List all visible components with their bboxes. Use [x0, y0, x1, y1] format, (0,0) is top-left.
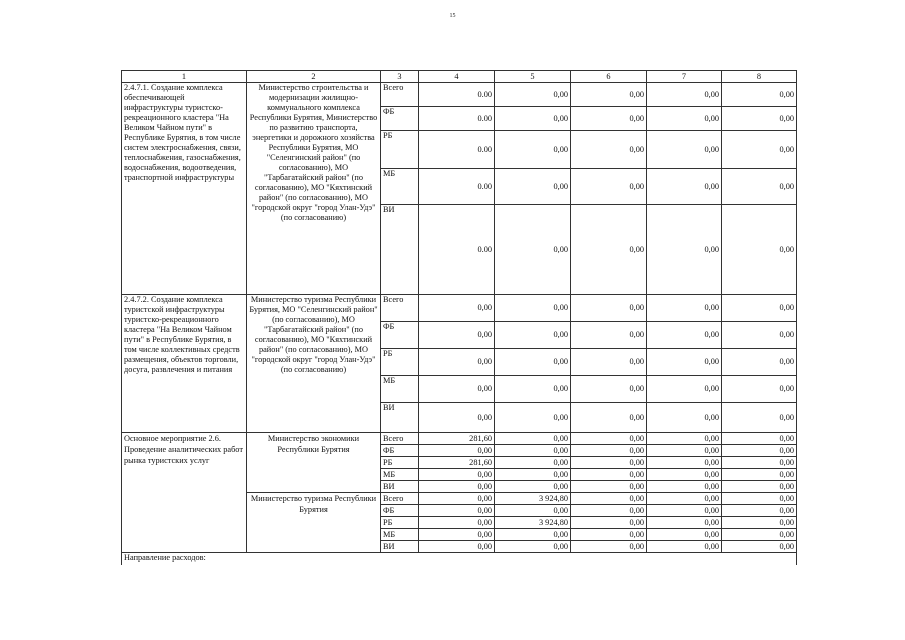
value-cell: 0,00 — [647, 445, 722, 457]
value-cell: 0,00 — [722, 505, 797, 517]
value-cell: 0,00 — [722, 445, 797, 457]
value-cell: 0.00 — [419, 131, 495, 169]
value-cell: 0.00 — [419, 107, 495, 131]
header-cell: 2 — [247, 71, 381, 83]
funding-source: МБ — [381, 376, 419, 403]
value-cell: 0,00 — [647, 131, 722, 169]
value-cell: 0,00 — [571, 169, 647, 205]
value-cell: 0.00 — [419, 205, 495, 295]
value-cell: 0,00 — [419, 505, 495, 517]
value-cell: 0,00 — [571, 295, 647, 322]
value-cell: 0,00 — [647, 83, 722, 107]
value-cell: 0,00 — [647, 541, 722, 553]
value-cell: 0,00 — [495, 457, 571, 469]
value-cell: 0,00 — [571, 376, 647, 403]
value-cell: 0,00 — [571, 433, 647, 445]
header-cell: 6 — [571, 71, 647, 83]
value-cell: 0,00 — [722, 169, 797, 205]
funding-source: МБ — [381, 529, 419, 541]
value-cell: 0,00 — [722, 403, 797, 433]
value-cell: 0,00 — [571, 403, 647, 433]
value-cell: 0,00 — [647, 529, 722, 541]
value-cell: 0,00 — [722, 322, 797, 349]
measure-description: 2.4.7.2. Создание комплекса туристской инфраструктуры туристско-рекреационного кластера "На Великом Чайном пути" в Республике Бурятия, в том числе коллективных средств размещения, объектов торговли, досуга, развлечения и питания — [122, 295, 247, 433]
value-cell: 0,00 — [571, 541, 647, 553]
header-cell: 4 — [419, 71, 495, 83]
value-cell: 0,00 — [647, 493, 722, 505]
funding-source: РБ — [381, 457, 419, 469]
funding-source: Всего — [381, 433, 419, 445]
funding-source: Всего — [381, 295, 419, 322]
value-cell: 0,00 — [722, 83, 797, 107]
value-cell: 0,00 — [722, 529, 797, 541]
value-cell: 0,00 — [571, 505, 647, 517]
table-row — [122, 295, 797, 322]
measure-description: Основное мероприятие 2.6. Проведение аналитических работ рынка туристских услуг — [122, 433, 247, 553]
funding-source: ФБ — [381, 445, 419, 457]
header-cell: 8 — [722, 71, 797, 83]
value-cell: 0,00 — [571, 205, 647, 295]
value-cell: 0,00 — [419, 469, 495, 481]
value-cell: 0,00 — [495, 322, 571, 349]
directions-label: Направление расходов: — [122, 553, 797, 566]
value-cell: 0,00 — [419, 493, 495, 505]
budget-table — [121, 70, 797, 565]
header-cell: 3 — [381, 71, 419, 83]
value-cell: 0,00 — [647, 295, 722, 322]
value-cell: 0,00 — [647, 403, 722, 433]
value-cell: 0,00 — [647, 469, 722, 481]
value-cell: 0,00 — [647, 349, 722, 376]
value-cell: 0,00 — [722, 457, 797, 469]
directions-row — [122, 553, 797, 566]
value-cell: 0,00 — [647, 481, 722, 493]
funding-source: РБ — [381, 349, 419, 376]
funding-source: ФБ — [381, 322, 419, 349]
value-cell: 0.00 — [419, 169, 495, 205]
funding-source: ВИ — [381, 541, 419, 553]
value-cell: 0,00 — [722, 295, 797, 322]
value-cell: 281,60 — [419, 433, 495, 445]
value-cell: 0,00 — [647, 107, 722, 131]
value-cell: 0,00 — [419, 445, 495, 457]
value-cell: 0,00 — [419, 517, 495, 529]
value-cell: 0,00 — [571, 322, 647, 349]
value-cell: 0,00 — [722, 469, 797, 481]
header-row — [122, 71, 797, 83]
value-cell: 0,00 — [419, 403, 495, 433]
value-cell: 0,00 — [722, 107, 797, 131]
funding-source: РБ — [381, 517, 419, 529]
value-cell: 0,00 — [571, 529, 647, 541]
value-cell: 0,00 — [495, 541, 571, 553]
value-cell: 0,00 — [571, 481, 647, 493]
value-cell: 0,00 — [419, 349, 495, 376]
value-cell: 0,00 — [647, 505, 722, 517]
value-cell: 0,00 — [722, 349, 797, 376]
funding-source: ВИ — [381, 481, 419, 493]
value-cell: 281,60 — [419, 457, 495, 469]
value-cell: 0,00 — [571, 445, 647, 457]
value-cell: 0,00 — [495, 445, 571, 457]
executor-cell: Министерство строительства и модернизации жилищно-коммунального комплекса Республики Бурятия, Министерство по развитию транспорта, энергетики и дорожного хозяйства Республики Бурятия, МО "Селенгинский район" (по согласованию), МО "Тарбагатайский район" (по согласованию), МО "Кяхтинский район" (по согласованию), МО "городской округ "город Улан-Удэ" (по согласованию) — [247, 83, 381, 295]
value-cell: 0,00 — [722, 205, 797, 295]
measure-description: 2.4.7.1. Создание комплекса обеспечивающей инфраструктуры туристско-рекреационного кластера "На Великом Чайном пути" в Республике Бурятия, в том числе систем электроснабжения, связи, теплоснабжения, газоснабжения, водоснабжения, водоотведения, транспортной инфраструктуры — [122, 83, 247, 295]
executor-cell: Министерство экономики Республики Бурятия — [247, 433, 381, 493]
header-cell: 1 — [122, 71, 247, 83]
value-cell: 0,00 — [722, 541, 797, 553]
funding-source: ФБ — [381, 505, 419, 517]
funding-source: РБ — [381, 131, 419, 169]
value-cell: 0,00 — [571, 107, 647, 131]
table-row — [122, 433, 797, 445]
value-cell: 0,00 — [647, 322, 722, 349]
value-cell: 0,00 — [571, 493, 647, 505]
value-cell: 0,00 — [647, 205, 722, 295]
executor-cell: Министерство туризма Республики Бурятия, МО "Селенгинский район" (по согласованию), МО "Тарбагатайский район" (по согласованию), МО "Кяхтинский район" (по согласованию), МО "городской округ "город Улан-Удэ" (по согласованию) — [247, 295, 381, 433]
funding-source: ФБ — [381, 107, 419, 131]
value-cell: 0,00 — [495, 403, 571, 433]
value-cell: 0,00 — [722, 131, 797, 169]
value-cell: 0,00 — [647, 457, 722, 469]
value-cell: 0,00 — [495, 83, 571, 107]
value-cell: 0,00 — [722, 493, 797, 505]
value-cell: 0,00 — [495, 131, 571, 169]
value-cell: 0,00 — [722, 433, 797, 445]
funding-source: МБ — [381, 169, 419, 205]
table-row — [122, 83, 797, 107]
value-cell: 0,00 — [495, 169, 571, 205]
value-cell: 0.00 — [419, 83, 495, 107]
value-cell: 0,00 — [571, 349, 647, 376]
value-cell: 0,00 — [495, 295, 571, 322]
funding-source: ВИ — [381, 205, 419, 295]
value-cell: 0,00 — [419, 541, 495, 553]
value-cell: 0,00 — [571, 517, 647, 529]
funding-source: Всего — [381, 493, 419, 505]
value-cell: 0,00 — [419, 295, 495, 322]
value-cell: 0,00 — [647, 169, 722, 205]
value-cell: 0,00 — [495, 376, 571, 403]
executor-cell: Министерство туризма Республики Бурятия — [247, 493, 381, 553]
funding-source: Всего — [381, 83, 419, 107]
value-cell: 0,00 — [495, 433, 571, 445]
value-cell: 3 924,80 — [495, 517, 571, 529]
value-cell: 0,00 — [419, 481, 495, 493]
value-cell: 3 924,80 — [495, 493, 571, 505]
value-cell: 0,00 — [571, 83, 647, 107]
value-cell: 0,00 — [722, 376, 797, 403]
value-cell: 0,00 — [571, 131, 647, 169]
funding-source: МБ — [381, 469, 419, 481]
value-cell: 0,00 — [419, 529, 495, 541]
value-cell: 0,00 — [647, 376, 722, 403]
header-cell: 7 — [647, 71, 722, 83]
value-cell: 0,00 — [495, 481, 571, 493]
value-cell: 0,00 — [722, 517, 797, 529]
value-cell: 0,00 — [722, 481, 797, 493]
value-cell: 0,00 — [495, 505, 571, 517]
value-cell: 0,00 — [495, 205, 571, 295]
value-cell: 0,00 — [419, 376, 495, 403]
page-number: 15 — [449, 13, 456, 19]
value-cell: 0,00 — [571, 469, 647, 481]
value-cell: 0,00 — [495, 107, 571, 131]
value-cell: 0,00 — [419, 322, 495, 349]
value-cell: 0,00 — [571, 457, 647, 469]
value-cell: 0,00 — [647, 433, 722, 445]
value-cell: 0,00 — [495, 469, 571, 481]
value-cell: 0,00 — [495, 349, 571, 376]
funding-source: ВИ — [381, 403, 419, 433]
header-cell: 5 — [495, 71, 571, 83]
value-cell: 0,00 — [495, 529, 571, 541]
value-cell: 0,00 — [647, 517, 722, 529]
